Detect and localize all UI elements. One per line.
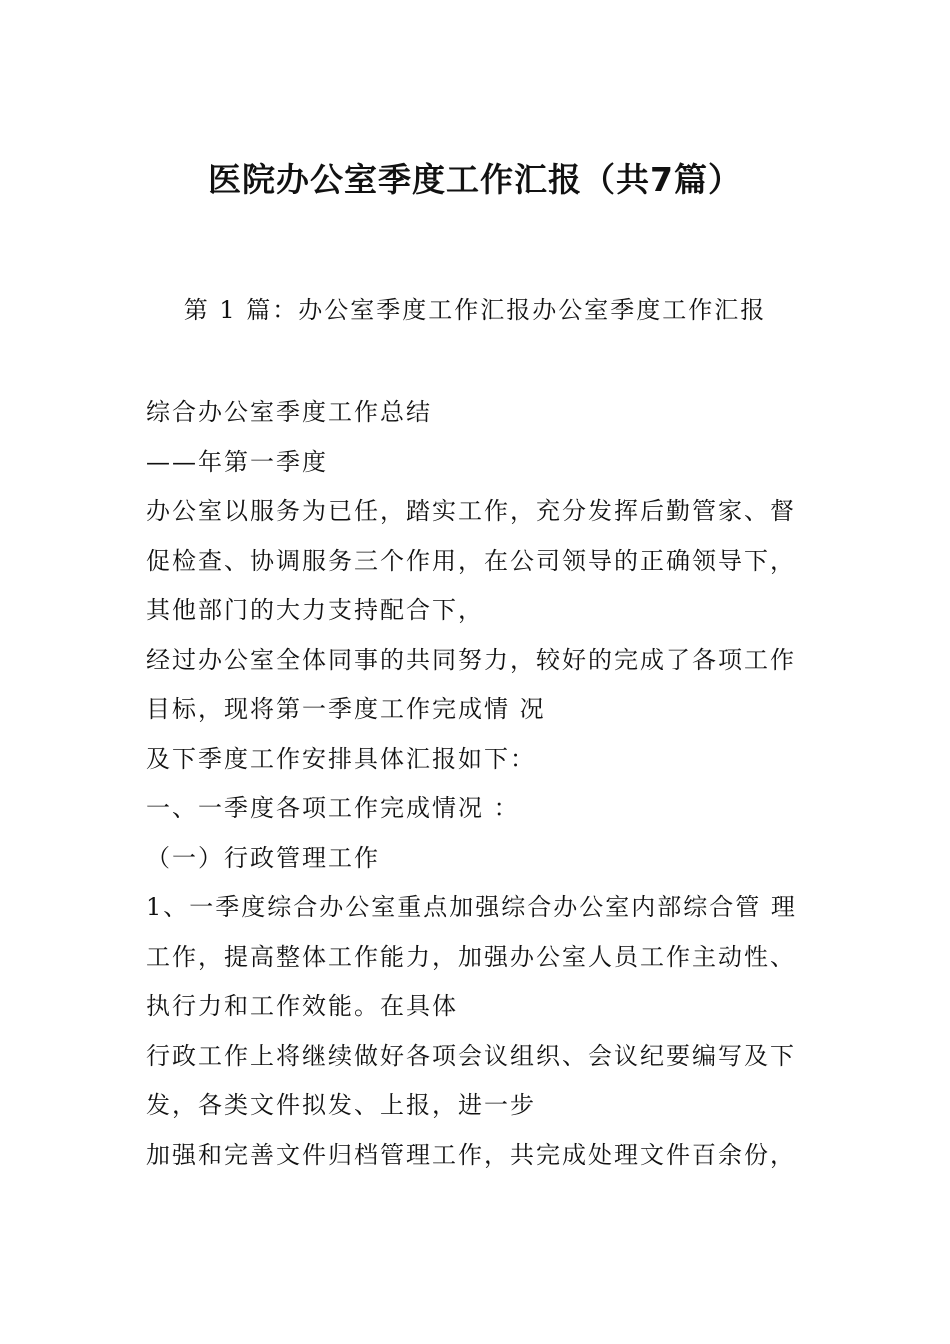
document-body — [146, 388, 816, 1180]
body-line: ——年第一季度 — [146, 447, 328, 476]
body-line: 综合办公室季度工作总结 — [146, 398, 432, 426]
document-subtitle: 第 1 篇：办公室季度工作汇报办公室季度工作汇报 — [183, 296, 767, 324]
body-line: 发，各类文件拟发、上报，进一步 — [146, 1091, 536, 1119]
body-line: （一）行政管理工作 — [146, 843, 380, 872]
body-line: 目标，现将第一季度工作完成情 况 — [146, 695, 546, 723]
document-title: 医院办公室季度工作汇报（共7篇） — [208, 160, 742, 199]
body-line: 促检查、协调服务三个作用，在公司领导的正确领导下， — [146, 546, 796, 575]
body-line: 一、一季度各项工作完成情况 ： — [146, 794, 520, 822]
body-line: 加强和完善文件归档管理工作，共完成处理文件百余份， — [146, 1140, 796, 1169]
body-line: 经过办公室全体同事的共同努力，较好的完成了各项工作 — [146, 645, 796, 674]
body-line: 其他部门的大力支持配合下， — [146, 596, 484, 624]
body-line: 行政工作上将继续做好各项会议组织、会议纪要编写及下 — [146, 1041, 796, 1070]
body-line: 及下季度工作安排具体汇报如下： — [146, 744, 536, 773]
body-line: 1、一季度综合办公室重点加强综合办公室内部综合管 理 — [146, 893, 797, 921]
body-line: 办公室以服务为已任，踏实工作，充分发挥后勤管家、督 — [146, 497, 796, 525]
body-line: 执行力和工作效能。在具体 — [146, 992, 458, 1020]
body-line: 工作，提高整体工作能力，加强办公室人员工作主动性、 — [146, 942, 796, 971]
